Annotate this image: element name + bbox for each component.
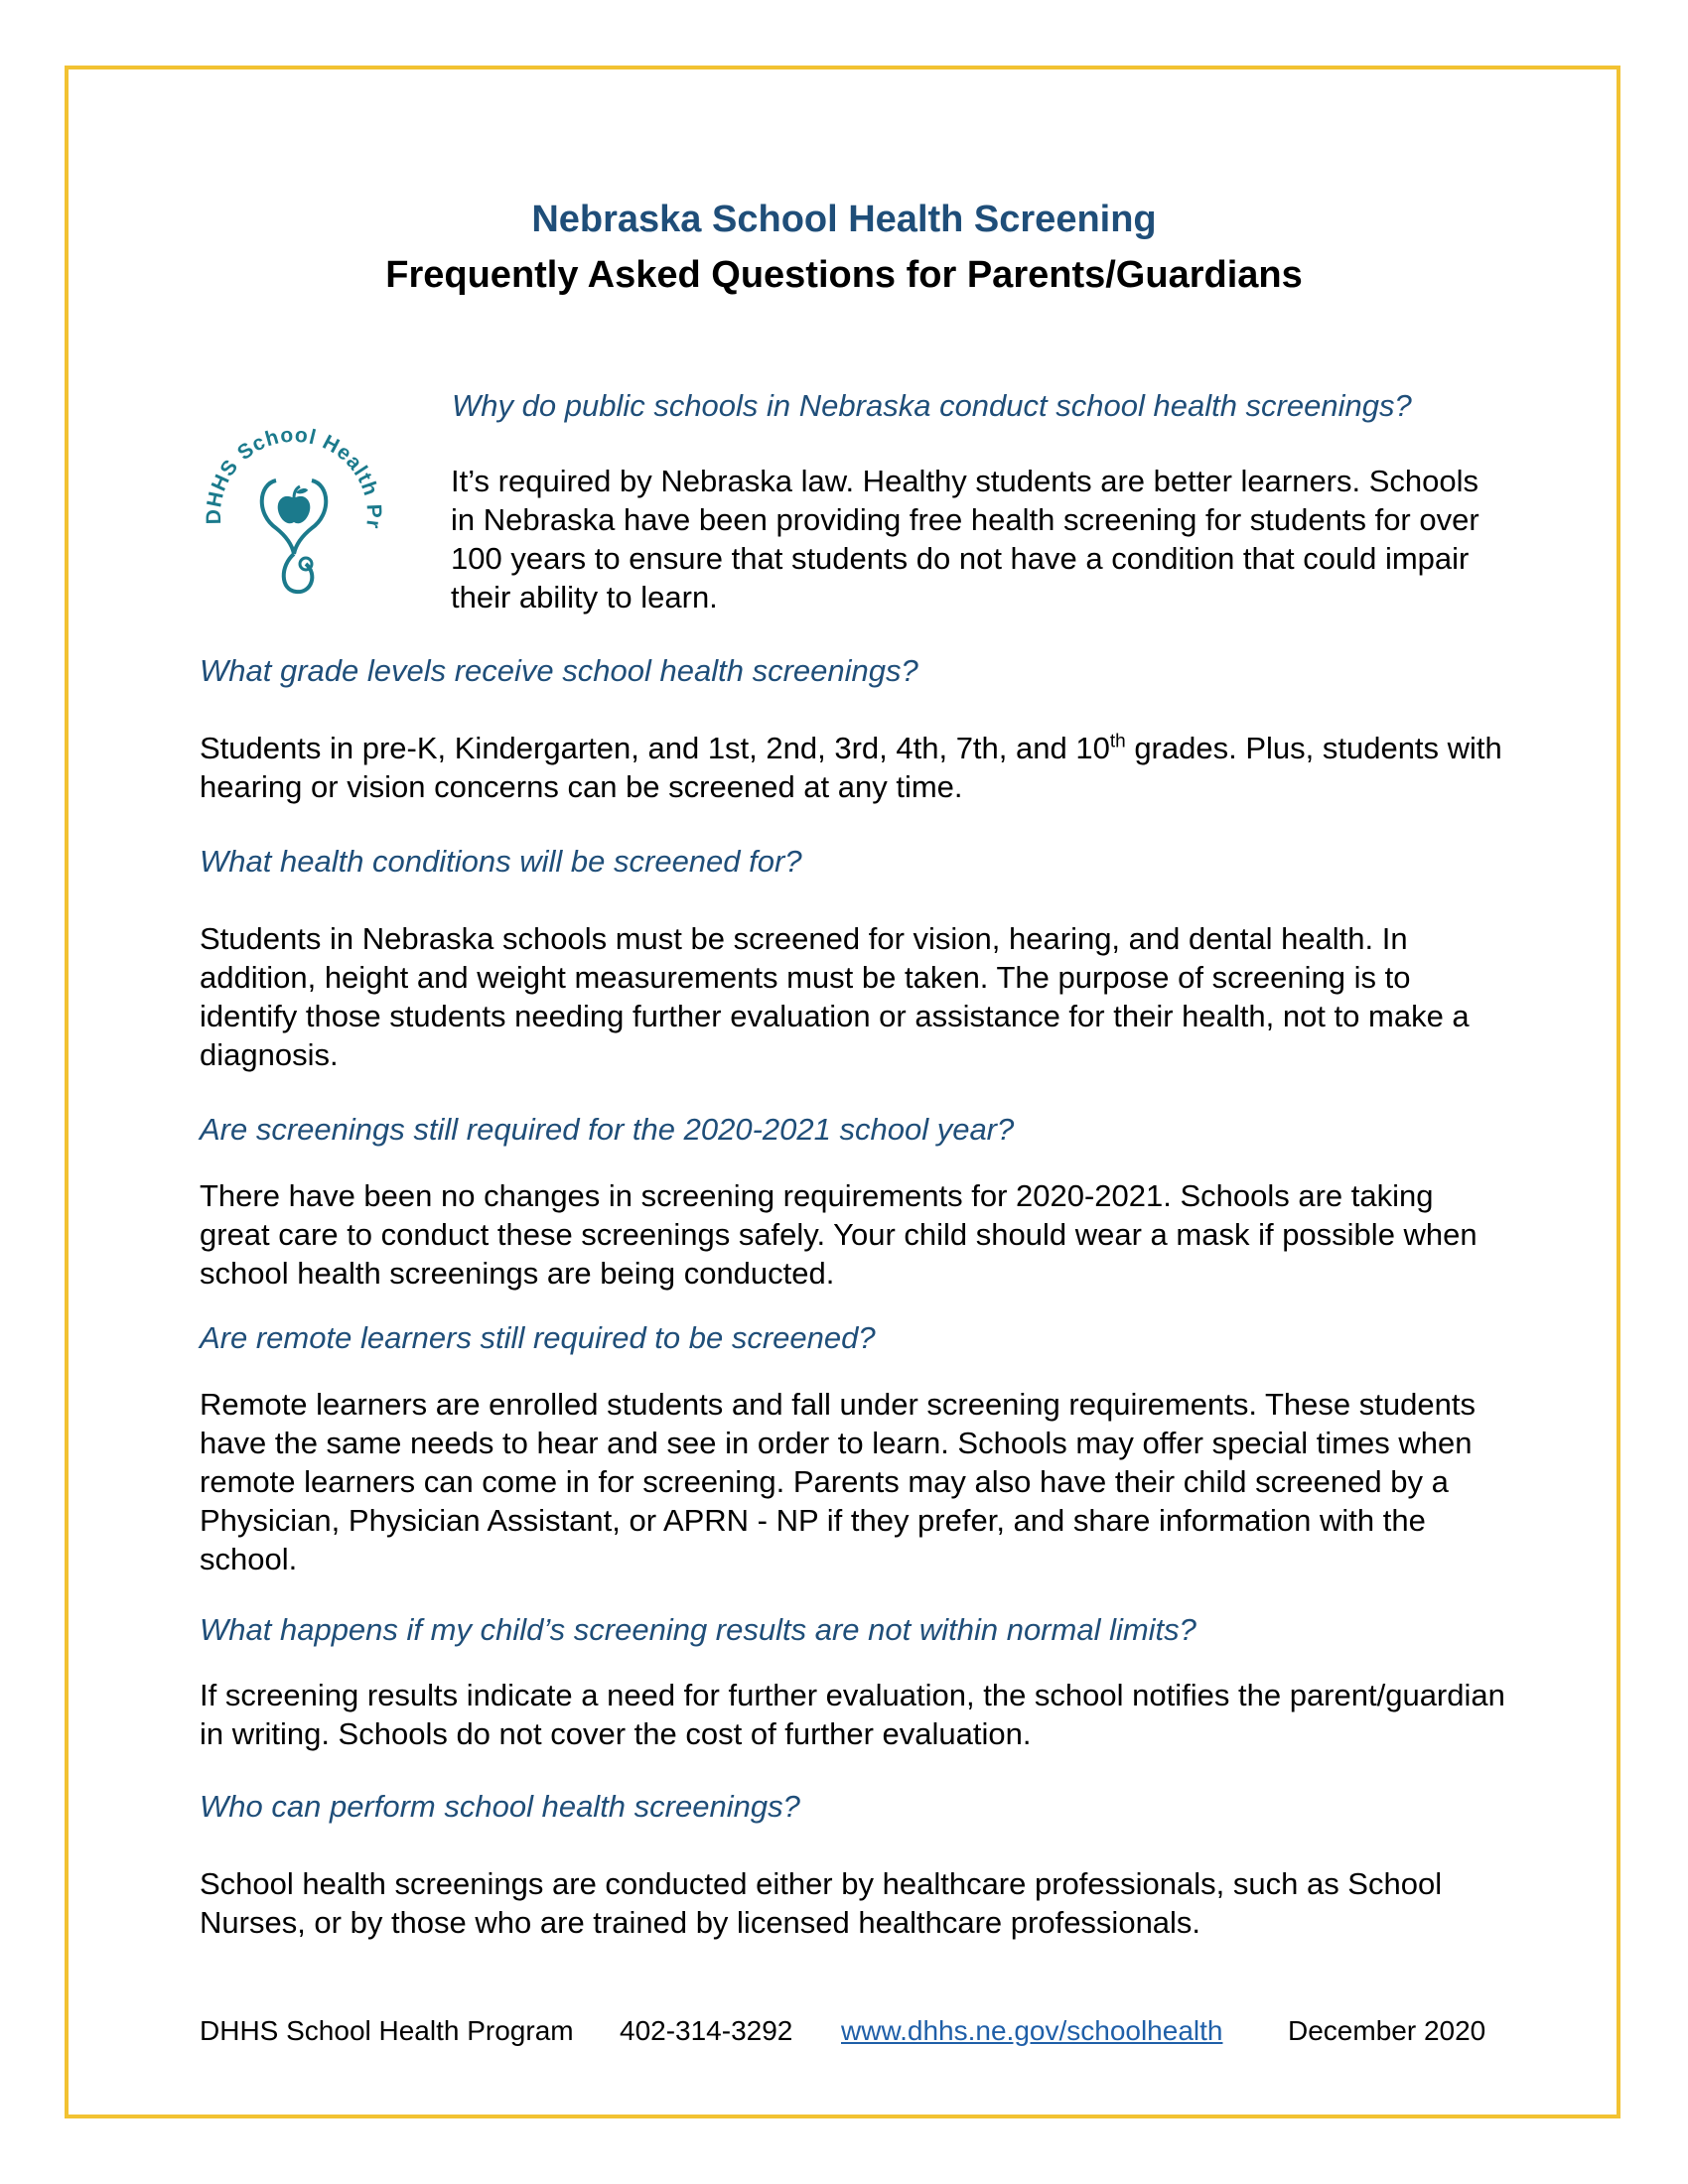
- page-subtitle: Frequently Asked Questions for Parents/Guardians: [385, 254, 1303, 296]
- faq-question: Why do public schools in Nebraska conduct school health screenings?: [452, 388, 1412, 423]
- faq-question: What grade levels receive school health screenings?: [200, 653, 918, 688]
- footer-website-link[interactable]: www.dhhs.ne.gov/schoolhealth: [841, 2015, 1223, 2046]
- school-health-program-logo: [195, 415, 393, 614]
- faq-answer: School health screenings are conducted either by healthcare professionals, such as School Nurses, or by those who are trained by licensed healthcare professionals.: [200, 1866, 1443, 1940]
- page-title: Nebraska School Health Screening: [531, 199, 1157, 240]
- faq-question: Who can perform school health screenings?: [200, 1789, 800, 1824]
- faq-answer: There have been no changes in screening requirements for 2020-2021. Schools are taking great care to conduct these screenings safely. Your child should wear a mask if possible when school health screenings are being conducted.: [200, 1178, 1477, 1291]
- faq-answer: Students in Nebraska schools must be screened for vision, hearing, and dental health. In addition, height and weight measurements must be taken. The purpose of screening is to identify those students needing further evaluation or assistance for their health, not to make a diagnosis.: [200, 921, 1470, 1072]
- footer-date: December 2020: [1288, 2015, 1486, 2046]
- faq-answer: It’s required by Nebraska law. Healthy students are better learners. Schools in Nebraska have been providing free health screening for students for over 100 years to ensure that students do not have a condition that could impair their ability to learn.: [451, 464, 1479, 614]
- footer-phone: 402-314-3292: [620, 2015, 793, 2046]
- faq-question: What health conditions will be screened for?: [200, 844, 802, 879]
- footer-program: DHHS School Health Program: [200, 2015, 574, 2046]
- faq-answer: If screening results indicate a need for further evaluation, the school notifies the parent/guardian in writing. Schools do not cover the cost of further evaluation.: [200, 1678, 1505, 1751]
- stethoscope-apple-icon: [195, 415, 393, 614]
- faq-answer: Students in pre-K, Kindergarten, and 1st, 2nd, 3rd, 4th, 7th, and 10th grades. Plus, students with hearing or vision concerns can be screened at any time.: [200, 731, 1502, 804]
- logo-text: DHHS School Health Pr: [202, 423, 386, 531]
- faq-answer: Remote learners are enrolled students and fall under screening requirements. These students have the same needs to hear and see in order to learn. Schools may offer special times when remote learners can come in for screening. Parents may also have their child screened by a Physician, Physician Assistant, or APRN - NP if they prefer, and share information with the school.: [200, 1387, 1476, 1576]
- faq-question: Are screenings still required for the 2020-2021 school year?: [200, 1112, 1015, 1147]
- faq-question: What happens if my child’s screening results are not within normal limits?: [200, 1612, 1196, 1647]
- faq-question: Are remote learners still required to be screened?: [200, 1320, 876, 1355]
